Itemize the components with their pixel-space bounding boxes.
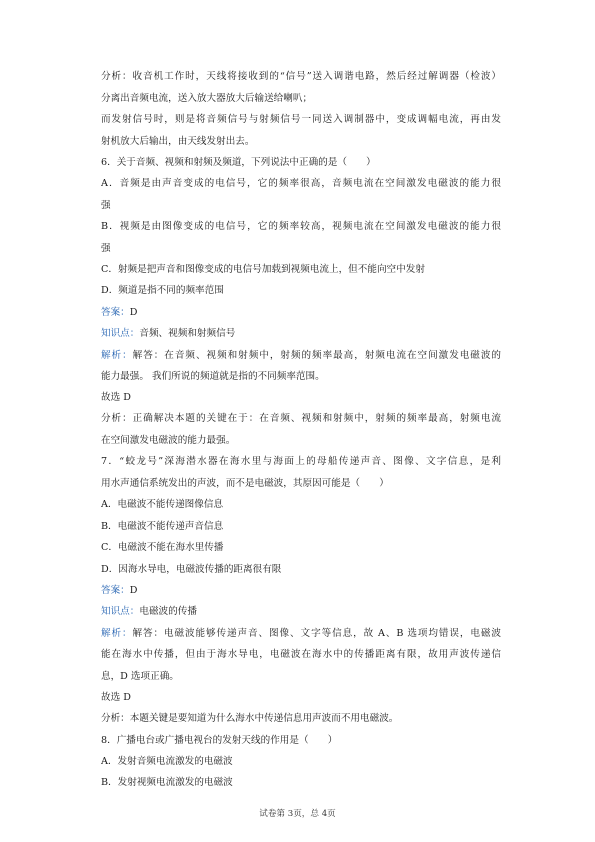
text-line: 分析：正确解决本题的关键在于：在音频、视频和射频中，射频的频率最高，射频电流	[101, 413, 501, 424]
text-line: C．电磁波不能在海水里传播	[101, 542, 224, 553]
field-label: 答案：	[101, 585, 130, 596]
field-value: 解答：在音频、视频和射频中，射频的频率最高，射频电流在空间激发电磁波的	[132, 350, 501, 361]
labeled-line	[101, 306, 501, 320]
text-line: 故选 D	[101, 392, 131, 403]
text-line: D．因海水导电，电磁波传播的距离很有限	[101, 564, 282, 575]
text-line: 8．广播电台或广播电视台的发射天线的作用是（ ）	[101, 735, 338, 746]
labeled-line	[101, 605, 501, 619]
text-line: 用水声通信系统发出的声波，而不是电磁波，其原因可能是（ ）	[101, 478, 389, 489]
text-line: A．电磁波不能传递图像信息	[101, 499, 224, 510]
field-label: 解析：	[101, 350, 133, 361]
text-line: 强	[101, 200, 111, 211]
field-value: 电磁波的传播	[139, 606, 197, 617]
page-footer: 试卷第 3页，总 4页	[259, 809, 336, 819]
field-label: 知识点：	[101, 328, 140, 339]
text-line: 息，D 选项正确。	[101, 671, 179, 682]
text-line: B．电磁波不能传递声音信息	[101, 521, 224, 532]
labeled-line	[101, 349, 501, 363]
field-label: 解析：	[101, 628, 133, 639]
text-line: C．射频是把声音和图像变成的电信号加载到视频电流上，但不能向空中发射	[101, 264, 425, 275]
field-label: 答案：	[101, 307, 130, 318]
labeled-line	[101, 627, 501, 641]
labeled-line	[101, 327, 501, 341]
text-line: 在空间激发电磁波的能力最强。	[101, 435, 236, 446]
field-value: D	[129, 585, 138, 596]
field-value: D	[129, 307, 138, 318]
field-value: 解答：电磁波能够传递声音、图像、文字等信息，故 A、B 选项均错误，电磁波	[132, 628, 501, 639]
text-line: A．音频是由声音变成的电信号，它的频率很高，音频电流在空间激发电磁波的能力很	[101, 178, 501, 189]
text-line: 分析：收音机工作时，天线将接收到的“信号”送入调谐电路，然后经过解调器（检波）	[101, 71, 501, 82]
text-line: 能力最强。 我们所说的频道就是指的不同频率范围。	[101, 371, 325, 382]
labeled-line	[101, 584, 501, 598]
field-value: 音频、视频和射频信号	[139, 328, 236, 339]
text-line: D．频道是指不同的频率范围	[101, 285, 224, 296]
text-line: 故选 D	[101, 692, 131, 703]
text-line: 强	[101, 243, 111, 254]
text-line: 能在海水中传播，但由于海水导电，电磁波在海水中的传播距离有限，故用声波传递信	[101, 649, 501, 660]
text-line: A．发射音频电流激发的电磁波	[101, 756, 233, 767]
field-label: 知识点：	[101, 606, 140, 617]
text-line: 7．“蛟龙号”深海潜水器在海水里与海面上的母船传递声音、图像、文字信息，是利	[101, 456, 501, 467]
text-line: 而发射信号时，则是将音频信号与射频信号一同送入调制器中，变成调幅电流，再由发	[101, 114, 501, 125]
text-line: 分析：本题关键是要知道为什么海水中传递信息用声波而不用电磁波。	[101, 713, 399, 724]
text-line: B．视频是由图像变成的电信号，它的频率较高，视频电流在空间激发电磁波的能力很	[101, 221, 501, 232]
text-line: 6．关于音频、视频和射频及频道，下列说法中正确的是（ ）	[101, 157, 376, 168]
text-line: 分离出音频电流，送入放大器放大后输送给喇叭；	[101, 93, 313, 104]
text-line: 射机放大后输出，由天线发射出去。	[101, 136, 255, 147]
text-line: B．发射视频电流激发的电磁波	[101, 777, 233, 788]
